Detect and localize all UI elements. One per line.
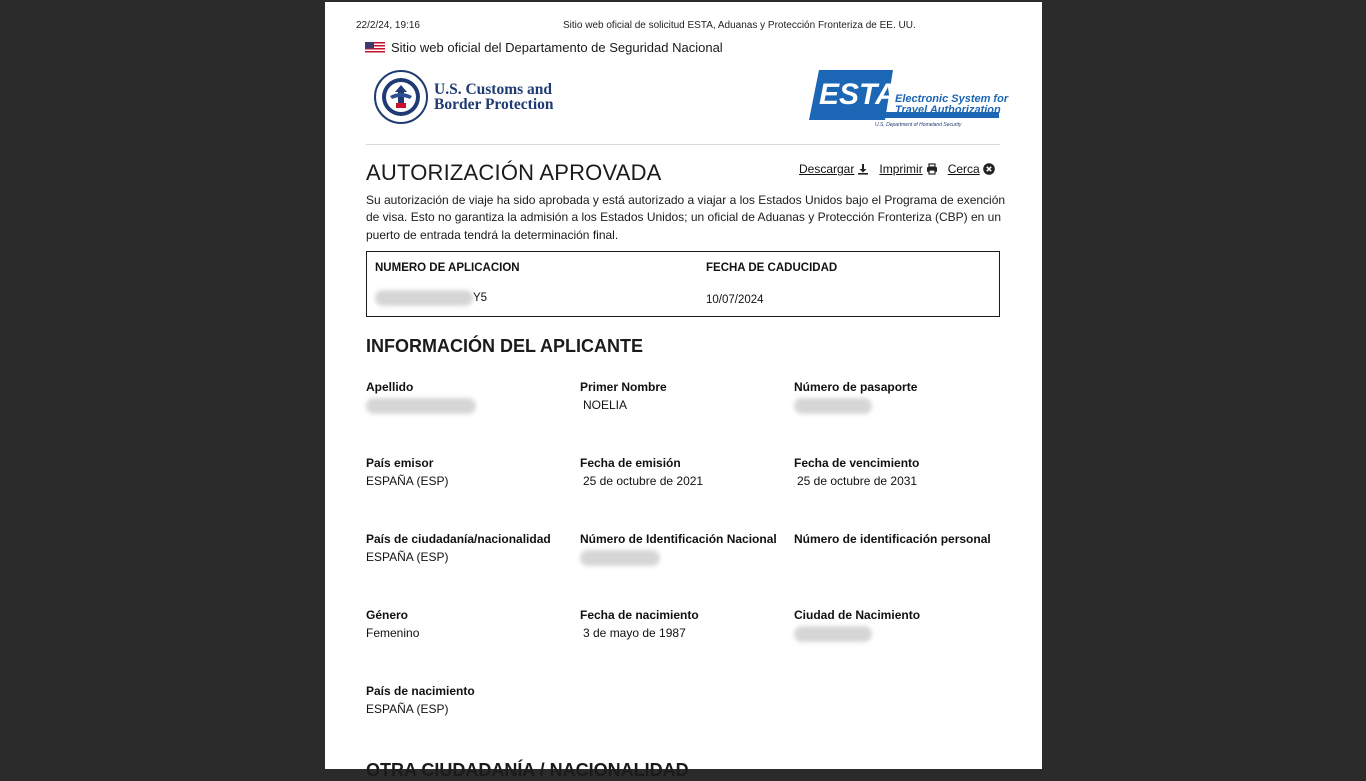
print-datetime: 22/2/24, 19:16 xyxy=(356,20,420,31)
close-label: Cerca xyxy=(947,162,980,176)
birth-city-label: Ciudad de Nacimiento xyxy=(794,608,921,622)
redacted-birth-city xyxy=(794,626,872,642)
gov-banner xyxy=(365,40,723,55)
field-passport-number xyxy=(794,380,917,417)
esta-line-2: Travel Authorization xyxy=(895,104,1001,116)
issuing-country-value: ESPAÑA (ESP) xyxy=(366,474,449,488)
download-label: Descargar xyxy=(799,162,855,176)
first-name-label: Primer Nombre xyxy=(580,380,667,394)
field-national-id xyxy=(580,532,777,569)
print-label: Imprimir xyxy=(879,162,923,176)
birth-country-label: País de nacimiento xyxy=(366,684,475,698)
redacted-application-number xyxy=(375,290,473,306)
birth-city-value xyxy=(794,626,920,645)
field-birth-country xyxy=(366,684,475,716)
field-birth-city xyxy=(794,608,920,645)
national-id-label: Número de Identificación Nacional xyxy=(580,532,777,546)
national-id-value xyxy=(580,550,777,569)
close-link[interactable] xyxy=(948,162,995,176)
issuing-country-label: País emisor xyxy=(366,456,434,470)
passport-expiry-label: Fecha de vencimiento xyxy=(794,456,920,470)
birth-date-label: Fecha de nacimiento xyxy=(580,608,699,622)
redacted-surname xyxy=(366,398,476,414)
field-personal-id xyxy=(794,532,991,546)
cbp-line-2: Border Protection xyxy=(434,96,554,113)
download-icon xyxy=(857,163,869,175)
field-surname xyxy=(366,380,476,417)
esta-logo xyxy=(809,68,1009,130)
application-number-label: NUMERO DE APLICACION xyxy=(375,262,520,274)
expiry-value: 10/07/2024 xyxy=(706,294,764,306)
first-name-value: NOELIA xyxy=(583,398,628,412)
issue-date-value: 25 de octubre de 2021 xyxy=(583,474,704,488)
citizenship-value: ESPAÑA (ESP) xyxy=(366,550,449,564)
gender-label: Género xyxy=(366,608,409,622)
gov-banner-text: Sitio web oficial del Departamento de Seguridad Nacional xyxy=(391,40,723,55)
cbp-logo xyxy=(374,70,554,124)
status-title: AUTORIZACIÓN APROVADA xyxy=(366,160,662,185)
field-issue-date xyxy=(580,456,703,488)
print-site-title: Sitio web oficial de solicitud ESTA, Aduanas y Protección Fronteriza de EE. UU. xyxy=(563,20,916,31)
print-link[interactable] xyxy=(879,162,937,176)
passport-expiry-value: 25 de octubre de 2031 xyxy=(797,474,918,488)
field-issuing-country xyxy=(366,456,448,488)
cbp-line-1: U.S. Customs and xyxy=(434,81,553,98)
birth-date-value: 3 de mayo de 1987 xyxy=(583,626,686,640)
other-citizenship-section-title: OTRA CIUDADANÍA / NACIONALIDAD xyxy=(366,760,689,780)
action-links xyxy=(799,162,995,176)
personal-id-label: Número de identificación personal xyxy=(794,532,991,546)
passport-number-value xyxy=(794,398,917,417)
issue-date-label: Fecha de emisión xyxy=(580,456,681,470)
field-gender xyxy=(366,608,419,640)
application-number-suffix: Y5 xyxy=(473,292,488,304)
esta-dept-text: U.S. Department of Homeland Security xyxy=(875,122,962,128)
surname-label: Apellido xyxy=(366,380,414,394)
passport-number-label: Número de pasaporte xyxy=(794,380,918,394)
applicant-section-title: INFORMACIÓN DEL APLICANTE xyxy=(366,336,643,356)
field-citizenship xyxy=(366,532,551,564)
surname-value xyxy=(366,398,476,417)
field-birth-date xyxy=(580,608,699,640)
redacted-passport-number xyxy=(794,398,872,414)
esta-brand-text: ESTA xyxy=(819,78,897,111)
esta-line-1: Electronic System for xyxy=(895,93,1009,105)
field-expiry-date xyxy=(794,456,919,488)
approval-message: Su autorización de viaje ha sido aprobada y está autorizado a viajar a los Estados Unidos bajo el Programa de exención de visa. Esto no garantiza la admisión a los Estados Unidos; un oficial de Aduanas y Protección Fronteriza (CBP) en un puerto de entrada tendrá la determinación final. xyxy=(366,193,1006,242)
expiry-label: FECHA DE CADUCIDAD xyxy=(706,262,838,274)
application-summary-box xyxy=(366,251,1000,317)
application-number-value xyxy=(375,290,487,306)
us-flag-icon xyxy=(365,42,385,54)
printer-icon xyxy=(926,163,938,175)
document-page xyxy=(325,2,1042,780)
citizenship-label: País de ciudadanía/nacionalidad xyxy=(366,532,551,546)
header-divider xyxy=(366,144,1000,145)
birth-country-value: ESPAÑA (ESP) xyxy=(366,702,449,716)
download-link[interactable] xyxy=(799,162,869,176)
field-first-name xyxy=(580,380,667,412)
cbp-wordmark xyxy=(434,82,554,112)
redacted-national-id xyxy=(580,550,660,566)
close-circle-icon xyxy=(983,163,995,175)
gender-value: Femenino xyxy=(366,626,420,640)
dhs-seal-icon xyxy=(374,70,428,124)
